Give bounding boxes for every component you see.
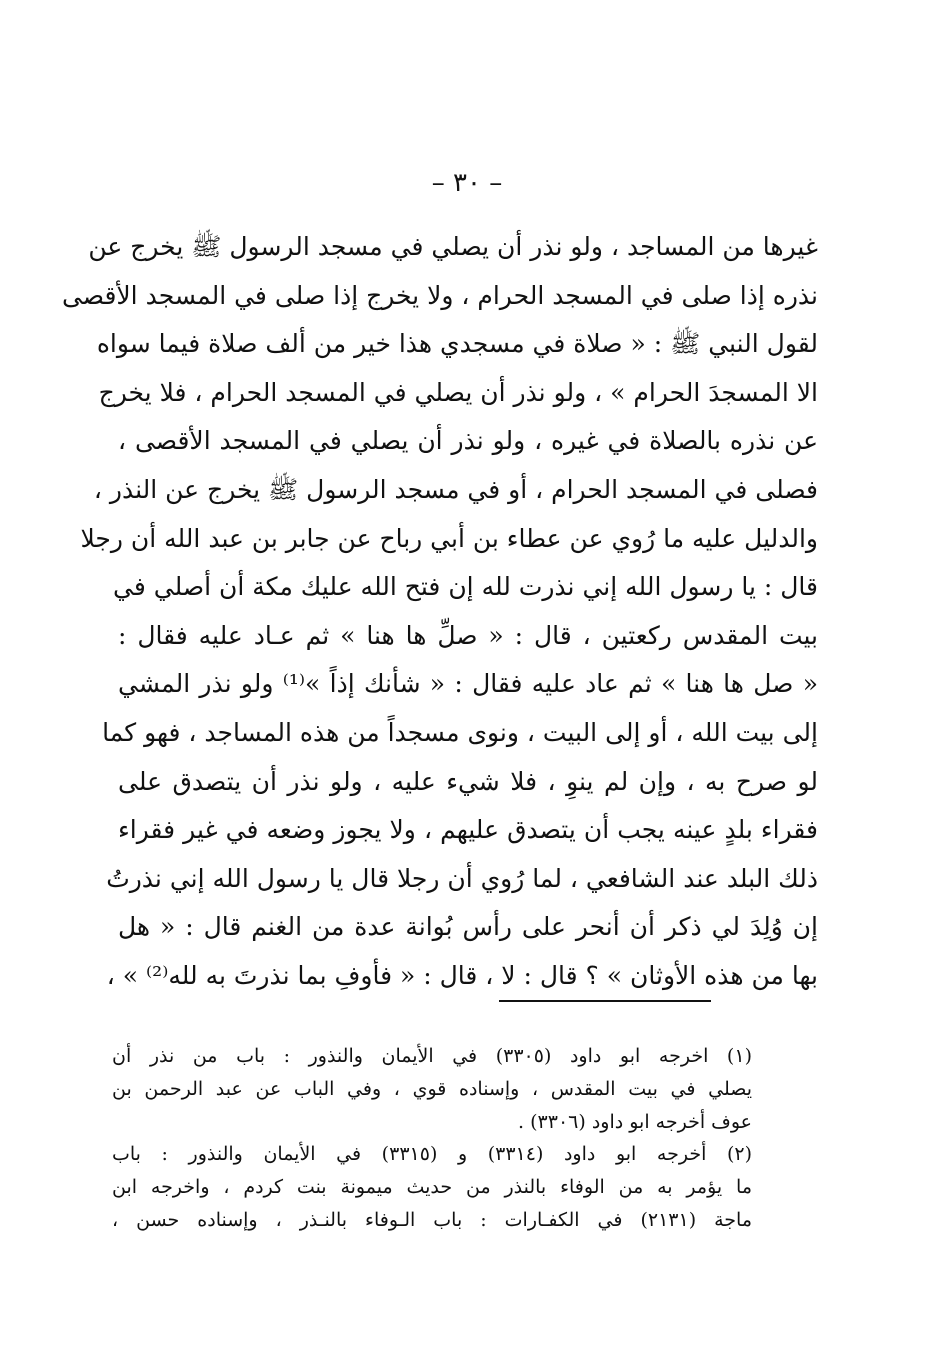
footnotes [112,1040,752,1237]
footnote-line: ما يؤمر به من الوفاء بالنذر من حديث ميمونة بنت كردم ، واخرجه ابن [112,1176,752,1199]
footnote-line: (٢) أخرجه ابو داود (٣٣١٤) و (٣٣١٥) في الأيمان والنذور : باب [112,1143,753,1166]
text-line: لقول النبي ﷺ : « صلاة في مسجدي هذا خير من ألف صلاة فيما سواه [96,329,818,359]
page-number: – ٣٠ – [431,168,503,198]
text-line: « صل ها هنا » ثم عاد عليه فقال : « شأنك إذاً »⁽¹⁾ ولو نذر المشي [118,669,818,699]
text-line: بها من هذه الأوثان » ؟ قال : لا ، قال : « فأوفِ بما نذرتَ به لله⁽²⁾ » ، [106,960,818,990]
text-line: غيرها من المساجد ، ولو نذر أن يصلي في مسجد الرسول ﷺ يخرج عن [88,232,818,261]
text-line: لو صرح به ، وإن لم ينوِ ، فلا شيء عليه ، ولو نذر أن يتصدق على [118,766,818,796]
text-line: نذره إذا صلى في المسجد الحرام ، ولا يخرج إذا صلى في المسجد الأقصى [61,280,818,310]
footnote-line: عوف أخرجه ابو داود (٣٣٠٦) . [518,1110,752,1133]
footnote-line: ماجة (٢١٣١) في الكفـارات : باب الـوفاء بالنـذر ، وإسناده حسن ، [112,1208,752,1231]
text-line: فقراء بلدٍ عينه يجب أن يتصدق عليهم ، ولا يجوز وضعه في غير فقراء [118,815,818,845]
footnote-line: (١) اخرجه ابو داود (٣٣٠٥) في الأيمان والنذور : باب من نذر أن [112,1045,752,1067]
text-line: إلى بيت الله ، أو إلى البيت ، ونوى مسجداً من هذه المساجد ، فهو كما [102,717,818,747]
main-text-body [61,223,818,1001]
text-line: بيت المقدس ركعتين ، قال : « صلِّ ها هنا » ثم عـاد عليه فقال : [118,620,818,650]
footnote-line: يصلي في بيت المقدس ، وإسناده قوي ، وفي الباب عن عبد الرحمن بن [112,1077,752,1100]
text-line: عن نذره بالصلاة في غيره ، ولو نذر أن يصلي في المسجد الأقصى ، [118,426,818,456]
text-line: ذلك البلد عند الشافعي ، لما رُوي أن رجلا قال يا رسول الله إني نذرتُ [106,863,818,893]
text-line: والدليل عليه ما رُوي عن عطاء بن أبي رباح عن جابر بن عبد الله أن رجلا [80,523,818,553]
footnote-separator [499,1000,711,1002]
text-line: فصلى في المسجد الحرام ، أو في مسجد الرسول ﷺ يخرج عن النذر ، [93,474,818,504]
text-line: قال : يا رسول الله إني نذرت لله إن فتح الله عليك مكة أن أصلي في [113,572,818,602]
text-line: الا المسجدَ الحرام » ، ولو نذر أن يصلي في المسجد الحرام ، فلا يخرج [98,377,818,407]
text-line: إن وُلِدَ لي ذكر أن أنحر على رأس بُوانة عدة من الغنم قال : « هل [118,912,818,942]
